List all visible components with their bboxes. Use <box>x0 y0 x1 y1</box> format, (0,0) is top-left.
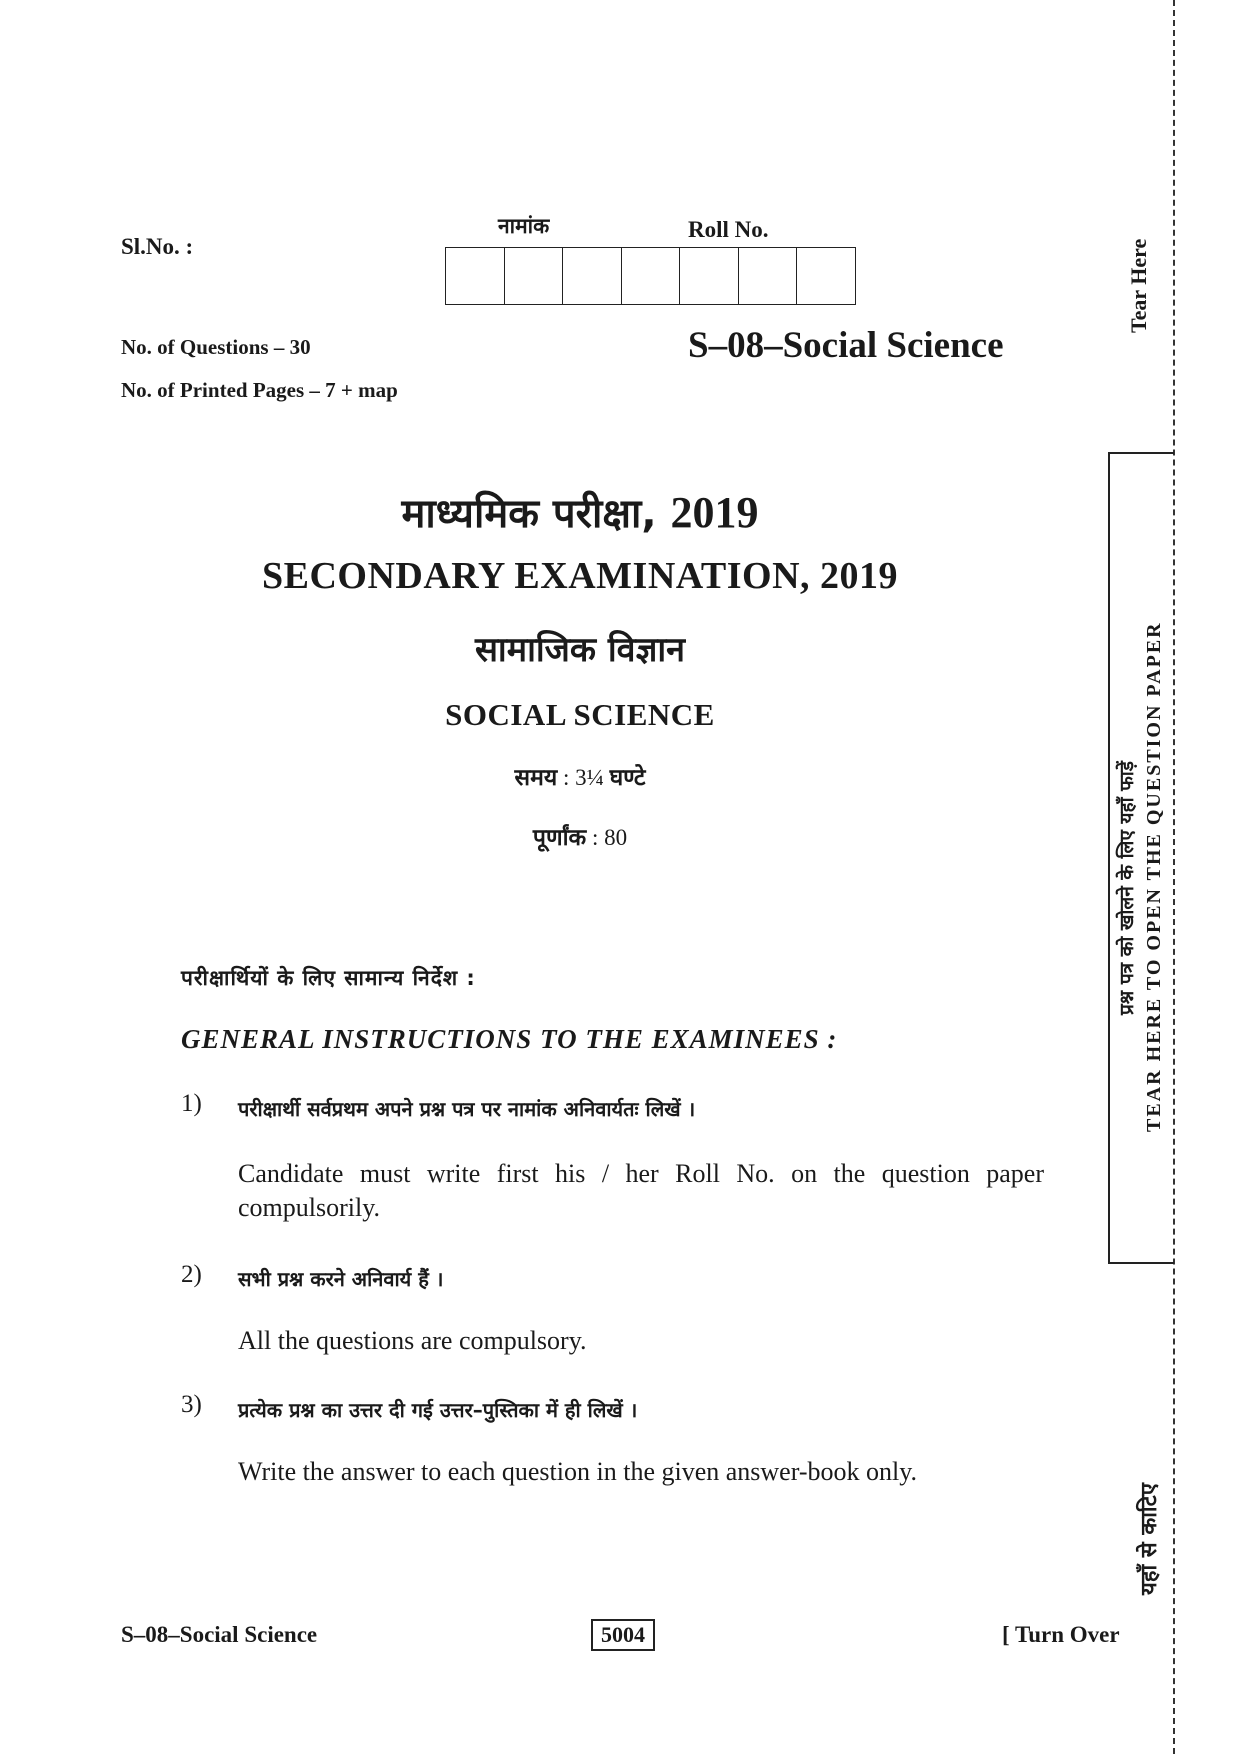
roll-digit-box-6[interactable] <box>739 248 798 304</box>
time-label: समय <box>514 765 558 791</box>
instruction-english: All the questions are compulsory. <box>238 1326 587 1355</box>
roll-label-hindi: नामांक <box>498 214 550 238</box>
instruction-hindi: परीक्षार्थी सर्वप्रथम अपने प्रश्न पत्र पर नामांक अनिवार्यतः लिखें । <box>238 1097 696 1121</box>
time-unit: घण्टे <box>609 765 646 791</box>
instruction-english: Candidate must write first his / her Roll No. on the question paper compulsorily. <box>238 1159 1044 1222</box>
instructions-heading-english: GENERAL INSTRUCTIONS TO THE EXAMINEES : <box>181 1024 838 1054</box>
cut-here-label: यहाँ से काटिए <box>1137 1483 1162 1595</box>
instruction-english: Write the answer to each question in the given answer-book only. <box>238 1457 918 1486</box>
tear-instruction-hindi: प्रश्न पत्र को खोलने के लिए यहाँ फाड़ें <box>1116 761 1138 1015</box>
instruction-hindi: सभी प्रश्न करने अनिवार्य हैं । <box>238 1267 444 1291</box>
instruction-hindi: प्रत्येक प्रश्न का उत्तर दी गई उत्तर–पुस्तिका में ही लिखें । <box>238 1398 638 1422</box>
roll-number-boxes[interactable] <box>445 247 856 305</box>
roll-digit-box-4[interactable] <box>622 248 681 304</box>
instruction-number: 1) <box>181 1090 202 1117</box>
marks-label: पूर्णांक <box>532 825 587 851</box>
paper-code: S–08–Social Science <box>688 325 1004 366</box>
serial-number-label: Sl.No. : <box>121 234 194 259</box>
number-of-pages: No. of Printed Pages – 7 + map <box>121 378 398 402</box>
roll-label-english: Roll No. <box>688 217 769 242</box>
instructions-heading-hindi: परीक्षार्थियों के लिए सामान्य निर्देश : <box>181 966 476 990</box>
tear-here-label: Tear Here <box>1126 238 1151 333</box>
footer-paper-code: S–08–Social Science <box>121 1622 318 1647</box>
roll-digit-box-2[interactable] <box>505 248 564 304</box>
exam-year: 2019 <box>670 488 759 537</box>
roll-digit-box-7[interactable] <box>797 248 855 304</box>
subject-hindi: सामाजिक विज्ञान <box>474 630 686 670</box>
maximum-marks <box>0 820 1160 852</box>
instruction-number: 3) <box>181 1391 202 1418</box>
instruction-number: 2) <box>181 1261 202 1288</box>
marks-value: : 80 <box>591 825 628 850</box>
subject-english: SOCIAL SCIENCE <box>445 697 715 732</box>
tear-instruction-english: TEAR HERE TO OPEN THE QUESTION PAPER <box>1143 621 1165 1132</box>
number-of-questions: No. of Questions – 30 <box>121 335 311 359</box>
roll-digit-box-3[interactable] <box>563 248 622 304</box>
time-allowed <box>0 760 1160 792</box>
roll-digit-box-1[interactable] <box>446 248 505 304</box>
turn-over-label: [ Turn Over <box>1002 1622 1120 1647</box>
time-value: : 3¼ <box>562 765 604 790</box>
roll-digit-box-5[interactable] <box>680 248 739 304</box>
exam-title-hindi-text: माध्यमिक परीक्षा, <box>401 491 657 537</box>
exam-title-english: SECONDARY EXAMINATION, 2019 <box>261 555 899 597</box>
footer-code-box: 5004 <box>591 1619 655 1651</box>
exam-title-hindi <box>0 484 1160 539</box>
